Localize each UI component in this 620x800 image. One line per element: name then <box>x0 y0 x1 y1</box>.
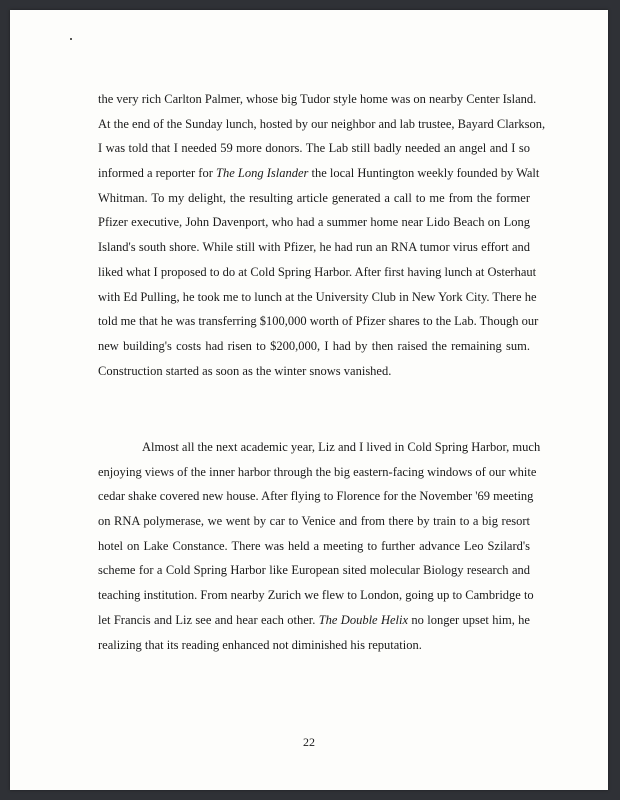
text-line: At the end of the Sunday lunch, hosted by our neighbor and lab trustee, Bayard Clarkson, <box>98 116 546 131</box>
text-line: liked what I proposed to do at Cold Spring Harbor. After first having lunch at Osterhaut <box>98 264 537 279</box>
text-line: Almost all the next academic year, Liz and I lived in Cold Spring Harbor, much <box>142 440 541 454</box>
text-segment: no longer upset him, he <box>408 612 530 627</box>
text-line: with Ed Pulling, he took me to lunch at the University Club in New York City. There he <box>98 289 537 304</box>
text-line: cedar shake covered new house. After flying to Florence for the November '69 meeting <box>98 489 534 504</box>
text-line: new building's costs had risen to $200,000, I had by then raised the remaining sum. <box>98 338 530 353</box>
paragraph-1 <box>98 87 546 383</box>
text-line: teaching institution. From nearby Zurich we flew to London, going up to Cambridge to <box>98 588 534 603</box>
text-segment: informed a reporter for <box>98 166 216 181</box>
text-line: on RNA polymerase, we went by car to Venice and from there by train to a big resort <box>98 514 530 529</box>
text-segment: the local Huntington weekly founded by Walt <box>308 166 540 181</box>
text-line: I was told that I needed 59 more donors. The Lab still badly needed an angel and I so <box>98 141 530 156</box>
document-page <box>10 10 608 790</box>
text-line: Pfizer executive, John Davenport, who had a summer home near Lido Beach on Long <box>98 215 530 230</box>
text-line: realizing that its reading enhanced not diminished his reputation. <box>98 637 422 652</box>
text-line: Construction started as soon as the winter snows vanished. <box>98 363 392 378</box>
text-line <box>98 608 530 633</box>
text-line: Whitman. To my delight, the resulting article generated a call to me from the former <box>98 190 530 205</box>
scan-speck <box>70 38 72 40</box>
text-line: scheme for a Cold Spring Harbor like European sited molecular Biology research and <box>98 563 530 578</box>
italic-title: The Double Helix <box>318 612 409 627</box>
text-line: the very rich Carlton Palmer, whose big Tudor style home was on nearby Center Island. <box>98 92 537 106</box>
page-number: 22 <box>303 735 315 749</box>
paragraph-2 <box>98 435 541 657</box>
italic-title: The Long Islander <box>216 166 309 181</box>
text-line: hotel on Lake Constance. There was held a meeting to further advance Leo Szilard's <box>98 538 530 553</box>
text-line: Island's south shore. While still with Pfizer, he had run an RNA tumor virus effort and <box>98 240 530 255</box>
text-segment: let Francis and Liz see and hear each other. <box>98 612 319 627</box>
text-line: told me that he was transferring $100,000 worth of Pfizer shares to the Lab. Though our <box>98 314 539 329</box>
text-line <box>98 161 540 186</box>
text-line: enjoying views of the inner harbor through the big eastern-facing windows of our white <box>98 464 537 479</box>
